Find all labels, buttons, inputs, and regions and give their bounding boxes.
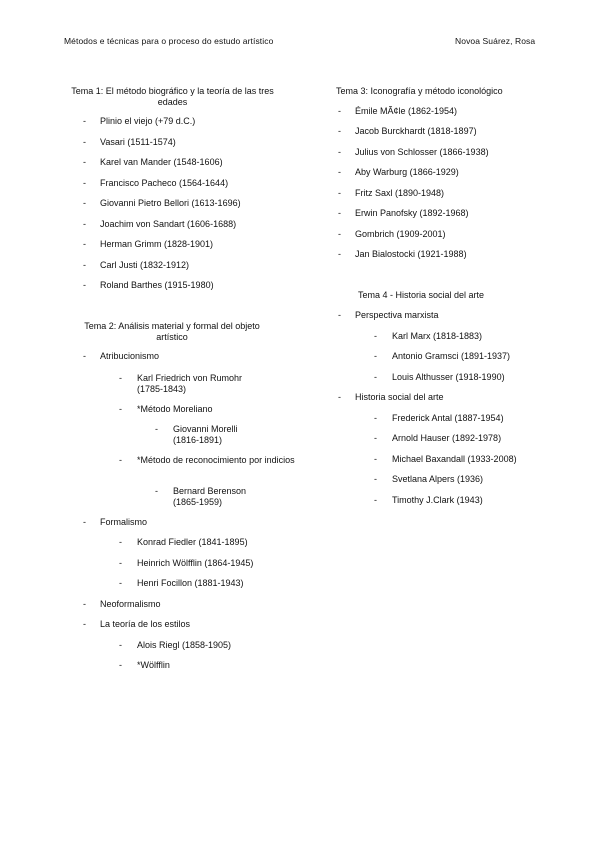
bullet-dash: -: [374, 372, 377, 382]
bullet-dash: -: [83, 280, 86, 290]
list-item: Giovanni Morelli (1816-1891): [173, 424, 238, 445]
bullet-dash: -: [119, 640, 122, 650]
tema3-title: Tema 3: Iconografía y método iconológico: [336, 86, 503, 96]
list-item: Roland Barthes (1915-1980): [100, 280, 214, 290]
list-item: Bernard Berenson (1865-1959): [173, 486, 247, 507]
bullet-dash: -: [338, 249, 341, 259]
list-item: Svetlana Alpers (1936): [392, 474, 484, 484]
list-item: Timothy J.Clark (1943): [392, 495, 483, 505]
list-item: Carl Justi (1832-1912): [100, 260, 190, 270]
bullet-dash: -: [119, 373, 122, 383]
list-item: *Wölfflin: [137, 660, 170, 670]
list-item: Fritz Saxl (1890-1948): [355, 188, 445, 198]
list-item: Alois Riegl (1858-1905): [137, 640, 232, 650]
list-item: Plinio el viejo (+79 d.C.): [100, 116, 196, 126]
list-item-historia-social: Historia social del arte: [355, 392, 444, 402]
list-item: Karel van Mander (1548-1606): [100, 157, 223, 167]
list-item: Erwin Panofsky (1892-1968): [355, 208, 469, 218]
bullet-dash: -: [119, 404, 122, 414]
list-item: Antonio Gramsci (1891-1937): [392, 351, 511, 361]
list-item: Karl Marx (1818-1883): [392, 331, 483, 341]
bullet-dash: -: [83, 198, 86, 208]
list-item: *Método de reconocimiento por indicios: [137, 455, 295, 465]
tema2-title: Tema 2: Análisis material y formal del objeto artístico: [84, 321, 260, 342]
list-item: Konrad Fiedler (1841-1895): [137, 537, 248, 547]
bullet-dash: -: [83, 599, 86, 609]
bullet-dash: -: [119, 578, 122, 588]
bullet-dash: -: [83, 137, 86, 147]
bullet-dash: -: [83, 157, 86, 167]
bullet-dash: -: [338, 167, 341, 177]
list-item: Julius von Schlosser (1866-1938): [355, 147, 489, 157]
list-item: Francisco Pacheco (1564-1644): [100, 178, 229, 188]
bullet-dash: -: [374, 331, 377, 341]
bullet-dash: -: [338, 106, 341, 116]
bullet-dash: -: [83, 219, 86, 229]
bullet-dash: -: [155, 486, 158, 496]
bullet-dash: -: [119, 558, 122, 568]
bullet-dash: -: [338, 208, 341, 218]
bullet-dash: -: [83, 260, 86, 270]
bullet-dash: -: [374, 433, 377, 443]
bullet-dash: -: [338, 147, 341, 157]
list-item-formalismo: Formalismo: [100, 517, 148, 527]
bullet-dash: -: [119, 455, 122, 465]
list-item: Frederick Antal (1887-1954): [392, 413, 504, 423]
bullet-dash: -: [338, 188, 341, 198]
bullet-dash: -: [83, 517, 86, 527]
list-item: Vasari (1511-1574): [100, 137, 176, 147]
bullet-dash: -: [155, 424, 158, 434]
list-item: Joachim von Sandart (1606-1688): [100, 219, 237, 229]
list-item: Giovanni Pietro Bellori (1613-1696): [100, 198, 241, 208]
list-item-marxista: Perspectiva marxista: [355, 310, 439, 320]
list-item: Arnold Hauser (1892-1978): [392, 433, 502, 443]
list-item-atribucionismo: Atribucionismo: [100, 351, 160, 361]
list-item: Gombrich (1909-2001): [355, 229, 446, 239]
list-item-estilos: La teoría de los estilos: [100, 619, 191, 629]
list-item: Karl Friedrich von Rumohr (1785-1843): [137, 373, 243, 394]
tema1-title: Tema 1: El método biográfico y la teoría de las tres edades: [71, 86, 274, 107]
bullet-dash: -: [338, 126, 341, 136]
bullet-dash: -: [338, 229, 341, 239]
bullet-dash: -: [83, 116, 86, 126]
list-item: Aby Warburg (1866-1929): [355, 167, 459, 177]
bullet-dash: -: [119, 660, 122, 670]
list-item: Michael Baxandall (1933-2008): [392, 454, 517, 464]
list-item: Jan Bialostocki (1921-1988): [355, 249, 467, 259]
bullet-dash: -: [374, 413, 377, 423]
list-item: Émile MÃ¢le (1862-1954): [355, 106, 458, 116]
bullet-dash: -: [374, 495, 377, 505]
bullet-dash: -: [338, 310, 341, 320]
bullet-dash: -: [119, 537, 122, 547]
list-item: Jacob Burckhardt (1818-1897): [355, 126, 477, 136]
bullet-dash: -: [83, 351, 86, 361]
bullet-dash: -: [374, 351, 377, 361]
list-item: Henri Focillon (1881-1943): [137, 578, 244, 588]
list-item: Louis Althusser (1918-1990): [392, 372, 505, 382]
header-author: Novoa Suárez, Rosa: [455, 36, 536, 46]
bullet-dash: -: [374, 474, 377, 484]
bullet-dash: -: [83, 619, 86, 629]
bullet-dash: -: [83, 239, 86, 249]
list-item: *Método Moreliano: [137, 404, 213, 414]
list-item: Herman Grimm (1828-1901): [100, 239, 214, 249]
bullet-dash: -: [83, 178, 86, 188]
list-item: Heinrich Wölfflin (1864-1945): [137, 558, 254, 568]
bullet-dash: -: [374, 454, 377, 464]
bullet-dash: -: [338, 392, 341, 402]
list-item-neoformalismo: Neoformalismo: [100, 599, 161, 609]
header-course-title: Métodos e técnicas para o proceso do estudo artístico: [64, 36, 274, 46]
tema4-title: Tema 4 - Historia social del arte: [358, 290, 485, 300]
